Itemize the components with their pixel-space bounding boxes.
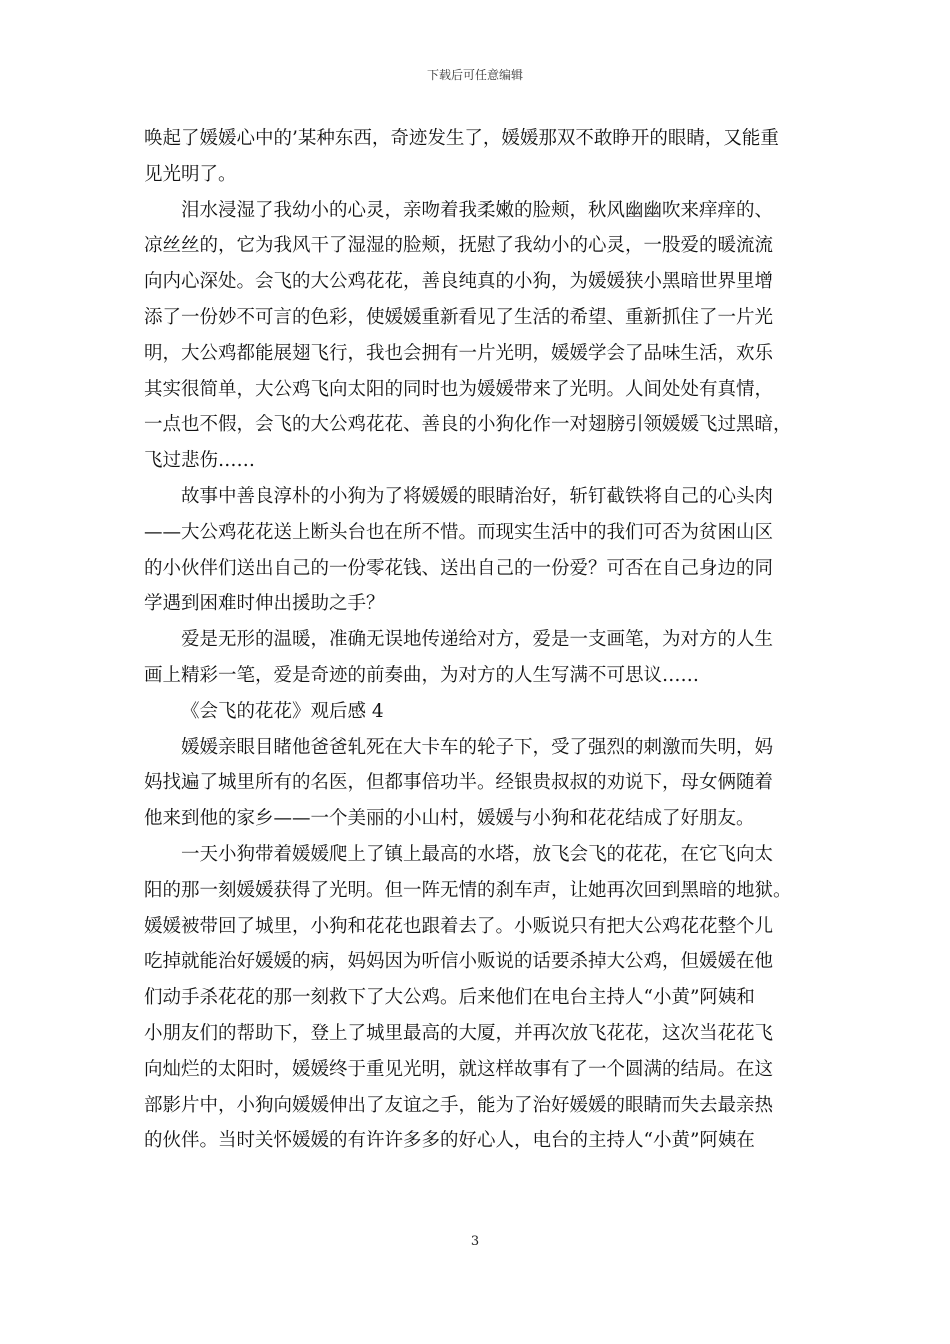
text-line: 泪水浸湿了我幼小的心灵，亲吻着我柔嫩的脸颊，秋风幽幽吹来痒痒的、 bbox=[181, 199, 774, 221]
text-line: 凉丝丝的，它为我风干了湿湿的脸颊，抚慰了我幼小的心灵，一股爱的暖流流 bbox=[144, 235, 774, 257]
text-line: 媛媛亲眼目睹他爸爸轧死在大卡车的轮子下，受了强烈的刺激而失明，妈 bbox=[181, 736, 774, 758]
text-line: 阳的那一刻媛媛获得了光明。但一阵无情的刹车声，让她再次回到黑暗的地狱。 bbox=[144, 879, 792, 901]
text-line: 一天小狗带着媛媛爬上了镇上最高的水塔，放飞会飞的花花，在它飞向太 bbox=[181, 843, 774, 865]
text-line: 的小伙伴们送出自己的一份零花钱、送出自己的一份爱？可否在自己身边的同 bbox=[144, 557, 774, 579]
text-line: 画上精彩一笔，爱是奇迹的前奏曲，为对方的人生写满不可思议…… bbox=[144, 664, 700, 686]
text-line: 小朋友们的帮助下，登上了城里最高的大厦，并再次放飞花花，这次当花花飞 bbox=[144, 1022, 774, 1044]
text-line: 吃掉就能治好媛媛的病，妈妈因为听信小贩说的话要杀掉大公鸡，但媛媛在他 bbox=[144, 951, 774, 973]
page-number: 3 bbox=[470, 1234, 480, 1249]
text-line: 妈找遍了城里所有的名医，但都事倍功半。经银贵叔叔的劝说下，母女俩随着 bbox=[144, 772, 774, 794]
text-line: 唤起了媛媛心中的’某种东西，奇迹发生了，媛媛那双不敢睁开的眼睛，又能重 bbox=[144, 128, 779, 149]
text-line: 明，大公鸡都能展翅飞行，我也会拥有一片光明，媛媛学会了品味生活，欢乐 bbox=[144, 342, 774, 364]
text-line: 媛媛被带回了城里，小狗和花花也跟着去了。小贩说只有把大公鸡花花整个儿 bbox=[144, 915, 774, 937]
text-line: 爱是无形的温暖，准确无误地传递给对方，爱是一支画笔，为对方的人生 bbox=[181, 629, 774, 651]
text-line: 飞过悲伤…… bbox=[144, 450, 256, 472]
text-line: 添了一份妙不可言的色彩，使媛媛重新看见了生活的希望、重新抓住了一片光 bbox=[144, 306, 774, 328]
text-line: 其实很简单，大公鸡飞向太阳的同时也为媛媛带来了光明。人间处处有真情， bbox=[144, 378, 774, 400]
text-line: 向灿烂的太阳时，媛媛终于重见光明，就这样故事有了一个圆满的结局。在这 bbox=[144, 1058, 774, 1080]
text-line: 故事中善良淳朴的小狗为了将媛媛的眼睛治好，斩钉截铁将自己的心头肉 bbox=[181, 485, 774, 507]
text-line: 部影片中，小狗向媛媛伸出了友谊之手，能为了治好媛媛的眼睛而失去最亲热 bbox=[144, 1094, 774, 1116]
text-line: 们动手杀花花的那一刻救下了大公鸡。后来他们在电台主持人“小黄”阿姨和 bbox=[144, 987, 755, 1009]
text-line: 学遇到困难时伸出援助之手？ bbox=[144, 593, 385, 615]
document-body bbox=[144, 121, 816, 1159]
text-line: ——大公鸡花花送上断头台也在所不惜。而现实生活中的我们可否为贫困山区 bbox=[144, 521, 774, 543]
text-line: 他来到他的家乡——一个美丽的小山村，媛媛与小狗和花花结成了好朋友。 bbox=[144, 808, 755, 830]
text-line: 的伙伴。当时关怀媛媛的有许许多多的好心人，电台的主持人“小黄”阿姨在 bbox=[144, 1130, 755, 1152]
text-line: 见光明了。 bbox=[144, 163, 237, 185]
text-line: 《会飞的花花》观后感 4 bbox=[181, 700, 384, 722]
page-header: 下载后可任意编辑 bbox=[426, 68, 523, 82]
text-line: 一点也不假，会飞的大公鸡花花、善良的小狗化作一对翅膀引领媛媛飞过黑暗， bbox=[144, 414, 792, 436]
text-line: 向内心深处。会飞的大公鸡花花，善良纯真的小狗，为媛媛狭小黑暗世界里增 bbox=[144, 271, 774, 293]
